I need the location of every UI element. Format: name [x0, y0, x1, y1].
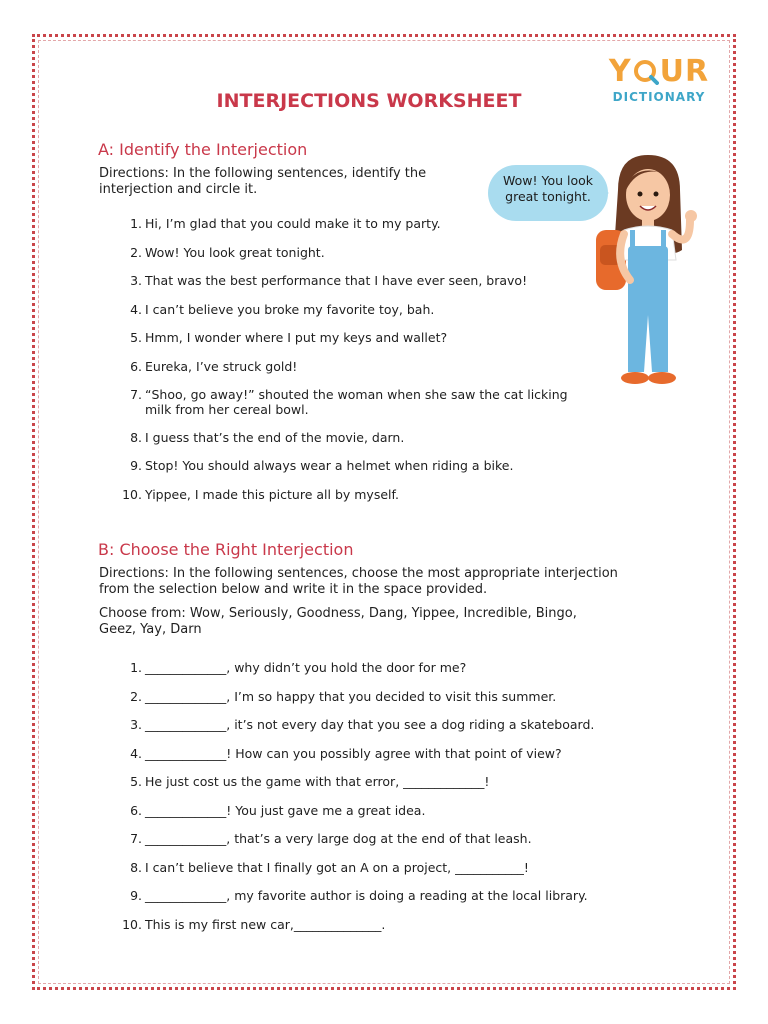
item-number: 7. — [130, 831, 142, 846]
magnifier-icon — [633, 59, 659, 85]
item-number: 8. — [130, 860, 142, 875]
directions-line: Directions: In the following sentences, choose the most appropriate interjection — [99, 566, 618, 581]
item-text: Wow! You look great tonight. — [145, 245, 325, 260]
item-text: Yippee, I made this picture all by myself. — [145, 487, 399, 502]
item-number: 3. — [130, 717, 142, 732]
list-item — [100, 273, 620, 288]
list-item — [100, 689, 620, 704]
item-text: I guess that’s the end of the movie, darn. — [145, 430, 405, 445]
list-item — [100, 831, 620, 846]
item-number: 8. — [130, 430, 142, 445]
list-item — [100, 803, 620, 818]
list-item — [100, 458, 620, 473]
item-number: 6. — [130, 803, 142, 818]
directions-line: Directions: In the following sentences, identify the — [99, 166, 427, 181]
item-text: He just cost us the game with that error, _____________! — [145, 774, 490, 789]
item-number: 10. — [122, 917, 142, 932]
section-b-directions — [99, 566, 618, 598]
item-number: 1. — [130, 660, 142, 675]
list-item — [100, 430, 620, 445]
item-number: 5. — [130, 774, 142, 789]
item-text: _____________! How can you possibly agree with that point of view? — [145, 746, 562, 761]
item-number: 5. — [130, 330, 142, 345]
list-item — [100, 746, 620, 761]
item-number: 1. — [130, 216, 142, 231]
speech-bubble-line: Wow! You look — [502, 173, 593, 188]
section-a-title: A: Identify the Interjection — [98, 140, 308, 159]
item-text: I can’t believe that I finally got an A on a project, ___________! — [145, 860, 529, 875]
girl-illustration — [590, 150, 710, 399]
directions-line: from the selection below and write it in the space provided. — [99, 582, 488, 597]
item-text: _____________! You just gave me a great idea. — [145, 803, 426, 818]
list-item — [100, 917, 620, 932]
section-b-title: B: Choose the Right Interjection — [98, 540, 354, 559]
item-number: 4. — [130, 302, 142, 317]
item-text: “Shoo, go away!” shouted the woman when she saw the cat licking — [145, 387, 568, 402]
item-number: 2. — [130, 245, 142, 260]
directions-line: interjection and circle it. — [99, 182, 258, 197]
list-item — [100, 774, 620, 789]
choose-from-list — [99, 606, 577, 638]
section-a-directions — [99, 166, 426, 198]
item-text: This is my first new car,______________. — [145, 917, 386, 932]
item-text: Stop! You should always wear a helmet when riding a bike. — [145, 458, 514, 473]
list-item — [100, 717, 620, 732]
list-item — [100, 302, 620, 317]
list-item — [100, 860, 620, 875]
item-text: _____________, my favorite author is doing a reading at the local library. — [145, 888, 588, 903]
item-text: Hmm, I wonder where I put my keys and wallet? — [145, 330, 448, 345]
page-title: INTERJECTIONS WORKSHEET — [216, 90, 522, 112]
item-text: I can’t believe you broke my favorite toy, bah. — [145, 302, 435, 317]
item-text: Eureka, I’ve struck gold! — [145, 359, 298, 374]
list-item — [100, 660, 620, 675]
logo-wordmark-bottom: DICTIONARY — [612, 90, 706, 104]
list-item — [100, 245, 620, 260]
list-item — [100, 359, 620, 374]
item-text: _____________, that’s a very large dog at the end of that leash. — [145, 831, 532, 846]
item-text: _____________, why didn’t you hold the door for me? — [145, 660, 467, 675]
item-number: 9. — [130, 888, 142, 903]
item-number: 2. — [130, 689, 142, 704]
item-number: 3. — [130, 273, 142, 288]
item-text-continued: milk from her cereal bowl. — [145, 402, 309, 417]
item-text: Hi, I’m glad that you could make it to my party. — [145, 216, 441, 231]
logo-wordmark-top: Y UR — [608, 54, 710, 89]
item-number: 9. — [130, 458, 142, 473]
choose-line: Geez, Yay, Darn — [99, 622, 202, 637]
item-number: 6. — [130, 359, 142, 374]
speech-bubble-line: great tonight. — [505, 189, 591, 204]
item-number: 4. — [130, 746, 142, 761]
list-item — [100, 487, 620, 502]
list-item — [100, 888, 620, 903]
list-item — [100, 387, 620, 417]
item-text: _____________, I’m so happy that you decided to visit this summer. — [145, 689, 557, 704]
item-text: That was the best performance that I have ever seen, bravo! — [145, 273, 528, 288]
list-item — [100, 330, 620, 345]
choose-line: Choose from: Wow, Seriously, Goodness, Dang, Yippee, Incredible, Bingo, — [99, 606, 577, 621]
item-text: _____________, it’s not every day that you see a dog riding a skateboard. — [145, 717, 595, 732]
item-number: 10. — [122, 487, 142, 502]
item-number: 7. — [130, 387, 142, 402]
